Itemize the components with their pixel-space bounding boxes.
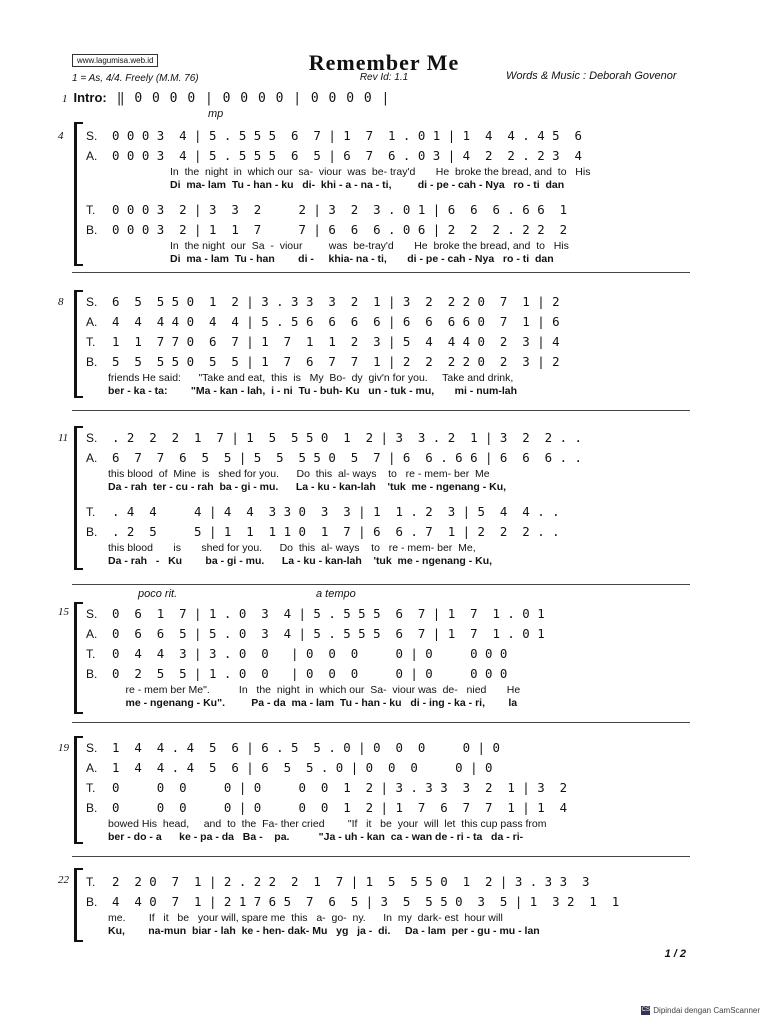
note-sequence: 5 5 5 5 0 5 5 | 1 7 6 7 7 1 | 2 2 2 2 0 2 3 | 2 — [112, 354, 560, 369]
lyric-line-en: In the night in which our sa- viour was be- tray'd He broke the bread, and to His — [170, 166, 591, 178]
voice-row — [86, 800, 567, 818]
intro-notes: ‖ 0 0 0 0 | 0 0 0 0 | 0 0 0 0 | — [116, 91, 391, 106]
note-sequence: . 2 2 2 1 7 | 1 5 5 5 0 1 2 | 3 3 . 2 1 | 3 2 2 . . — [112, 430, 582, 445]
voice-row — [86, 646, 507, 664]
song-title: Remember Me — [308, 50, 460, 75]
voice-row — [86, 430, 582, 448]
note-sequence: 0 0 0 3 4 | 5 . 5 5 5 6 7 | 1 7 1 . 0 1 | 1 4 4 . 4 5 6 — [112, 128, 582, 143]
voice-row — [86, 334, 560, 352]
system-separator — [72, 272, 690, 273]
note-sequence: 0 0 0 0 | 0 0 0 1 2 | 3 . 3 3 3 2 1 | 3 2 — [112, 780, 568, 795]
note-sequence: 1 1 7 7 0 6 7 | 1 7 1 1 2 3 | 5 4 4 4 0 2 3 | 4 — [112, 334, 560, 349]
music-system — [58, 108, 698, 270]
system-brace — [74, 736, 83, 844]
voice-label: S. — [86, 295, 98, 309]
voice-label: B. — [86, 525, 98, 539]
music-system — [58, 420, 698, 580]
voice-row — [86, 524, 560, 542]
note-sequence: 4 4 0 7 1 | 2 1 7 6 5 7 6 5 | 3 5 5 5 0 3 5 | 1 3 2 1 1 — [112, 894, 620, 909]
voice-row — [86, 128, 582, 146]
voice-label: B. — [86, 895, 98, 909]
voice-label: A. — [86, 149, 98, 163]
system-separator — [72, 856, 690, 857]
voice-label: A. — [86, 627, 98, 641]
voice-label: T. — [86, 647, 96, 661]
voice-label: B. — [86, 667, 98, 681]
voice-label: B. — [86, 355, 98, 369]
lyric-line-id: me - ngenang - Ku". Pa - da ma - lam Tu - han - ku di - ing - ka - ri, la — [108, 697, 518, 709]
voice-row — [86, 148, 582, 166]
dynamic-marking: mp — [208, 108, 224, 120]
voice-label: T. — [86, 875, 96, 889]
system-brace — [74, 426, 83, 570]
system-separator — [72, 410, 690, 411]
music-system — [58, 282, 698, 402]
note-sequence: 0 4 4 3 | 3 . 0 0 | 0 0 0 0 | 0 0 0 0 — [112, 646, 508, 661]
note-sequence: 2 2 0 7 1 | 2 . 2 2 2 1 7 | 1 5 5 5 0 1 2 | 3 . 3 3 3 — [112, 874, 590, 889]
voice-label: T. — [86, 505, 96, 519]
note-sequence: 0 6 6 5 | 5 . 0 3 4 | 5 . 5 5 5 6 7 | 1 7 1 . 0 1 — [112, 626, 545, 641]
voice-label: B. — [86, 801, 98, 815]
lyric-line-en: me. If it be your will, spare me this a- go- ny. In my dark- est hour will — [108, 912, 503, 924]
lyric-line-id: Da - rah ter - cu - rah ba - gi - mu. La - ku - kan-lah 'tuk me - ngenang - Ku, — [108, 481, 507, 493]
lyric-line-en: friends He said: "Take and eat, this is My Bo- dy giv'n for you. Take and drink, — [108, 372, 514, 384]
lyric-line-en: this blood is shed for you. Do this al- ways to re - mem- ber Me, — [108, 542, 476, 554]
scanner-watermark — [641, 1006, 760, 1015]
system-brace — [74, 122, 83, 266]
note-sequence: . 4 4 4 | 4 4 3 3 0 3 3 | 1 1 . 2 3 | 5 4 4 . . — [112, 504, 560, 519]
note-sequence: 4 4 4 4 0 4 4 | 5 . 5 6 6 6 6 | 6 6 6 6 0 7 1 | 6 — [112, 314, 560, 329]
music-system — [58, 730, 698, 850]
scanner-text: Dipindai dengan CamScanner — [653, 1006, 760, 1015]
intro-line — [62, 90, 390, 106]
note-sequence: 0 2 5 5 | 1 . 0 0 | 0 0 0 0 | 0 0 0 0 — [112, 666, 508, 681]
system-brace — [74, 602, 83, 714]
voice-label: B. — [86, 223, 98, 237]
voice-label: S. — [86, 129, 98, 143]
note-sequence: 0 0 0 3 2 | 1 1 7 7 | 6 6 6 . 0 6 | 2 2 2 . 2 2 2 — [112, 222, 568, 237]
lyric-line-id: ber - do - a ke - pa - da Ba - pa. "Ja - uh - kan ca - wan de - ri - ta da - ri- — [108, 831, 524, 843]
voice-row — [86, 202, 567, 220]
note-sequence: 0 6 1 7 | 1 . 0 3 4 | 5 . 5 5 5 6 7 | 1 7 1 . 0 1 — [112, 606, 545, 621]
system-measure-number: 19 — [58, 742, 69, 754]
voice-row — [86, 780, 567, 798]
lyric-line-id: Ku, na-mun biar - lah ke - hen- dak- Mu yg ja - di. Da - lam per - gu - mu - lan — [108, 925, 540, 937]
system-measure-number: 11 — [58, 432, 69, 444]
note-sequence: 1 4 4 . 4 5 6 | 6 5 5 . 0 | 0 0 0 0 | 0 — [112, 760, 493, 775]
dynamic-marking: poco rit. — [138, 588, 178, 600]
dynamic-marking: a tempo — [316, 588, 356, 600]
voice-label: A. — [86, 451, 98, 465]
composer-credit: Words & Music : Deborah Govenor — [506, 70, 677, 82]
music-system — [58, 862, 698, 948]
voice-label: A. — [86, 315, 98, 329]
system-measure-number: 22 — [58, 874, 69, 886]
lyric-line-id: Di ma - lam Tu - han di - khia- na - ti, di - pe - cah - Nya ro - ti dan — [170, 253, 554, 265]
voice-row — [86, 450, 582, 468]
voice-row — [86, 666, 507, 684]
music-system — [58, 588, 698, 716]
site-url-box: www.lagumisa.web.id — [72, 54, 158, 67]
note-sequence: 0 0 0 3 2 | 3 3 2 2 | 3 2 3 . 0 1 | 6 6 6 . 6 6 1 — [112, 202, 568, 217]
page-number: 1 / 2 — [664, 948, 686, 960]
voice-label: T. — [86, 335, 96, 349]
voice-label: S. — [86, 431, 98, 445]
system-separator — [72, 584, 690, 585]
voice-label: T. — [86, 203, 96, 217]
lyric-line-id: Da - rah - Ku ba - gi - mu. La - ku - kan-lah 'tuk me - ngenang - Ku, — [108, 555, 493, 567]
voice-row — [86, 354, 560, 372]
lyric-line-en: bowed His head, and to the Fa- ther cried "If it be your will let this cup pass from — [108, 818, 547, 830]
voice-label: S. — [86, 607, 98, 621]
voice-row — [86, 626, 545, 644]
note-sequence: 6 7 7 6 5 5 | 5 5 5 5 0 5 7 | 6 6 . 6 6 | 6 6 6 . . — [112, 450, 582, 465]
voice-label: A. — [86, 761, 98, 775]
note-sequence: . 2 5 5 | 1 1 1 1 0 1 7 | 6 6 . 7 1 | 2 2 2 . . — [112, 524, 560, 539]
intro-number: 1 — [62, 93, 68, 105]
voice-row — [86, 504, 560, 522]
lyric-line-en: In the night our Sa - viour was be-tray'd He broke the bread, and to His — [170, 240, 569, 252]
system-separator — [72, 722, 690, 723]
system-brace — [74, 290, 83, 398]
system-measure-number: 4 — [58, 130, 64, 142]
lyric-line-id: Di ma- lam Tu - han - ku di- khi - a - na - ti, di - pe - cah - Nya ro - ti dan — [170, 179, 565, 191]
voice-row — [86, 894, 619, 912]
lyric-line-id: ber - ka - ta: "Ma - kan - lah, i - ni Tu - buh- Ku un - tuk - mu, mi - num-lah — [108, 385, 518, 397]
camscanner-icon: CS — [641, 1007, 650, 1014]
system-brace — [74, 868, 83, 942]
lyric-line-en: this blood of Mine is shed for you. Do this al- ways to re - mem- ber Me — [108, 468, 490, 480]
voice-row — [86, 606, 545, 624]
voice-row — [86, 760, 492, 778]
voice-label: S. — [86, 741, 98, 755]
revision-id: Rev Id: 1.1 — [359, 72, 409, 83]
voice-row — [86, 314, 560, 332]
intro-label: Intro: — [73, 90, 107, 105]
voice-row — [86, 222, 567, 240]
voice-row — [86, 874, 589, 892]
system-measure-number: 8 — [58, 296, 64, 308]
voice-row — [86, 740, 500, 758]
note-sequence: 0 0 0 3 4 | 5 . 5 5 5 6 5 | 6 7 6 . 0 3 | 4 2 2 . 2 3 4 — [112, 148, 582, 163]
note-sequence: 0 0 0 0 | 0 0 0 1 2 | 1 7 6 7 7 1 | 1 4 — [112, 800, 568, 815]
lyric-line-en: re - mem ber Me". In the night in which our Sa- viour was de- nied He — [108, 684, 521, 696]
voice-row — [86, 294, 560, 312]
note-sequence: 1 4 4 . 4 5 6 | 6 . 5 5 . 0 | 0 0 0 0 | 0 — [112, 740, 500, 755]
voice-label: T. — [86, 781, 96, 795]
key-tempo-info: 1 = As, 4/4. Freely (M.M. 76) — [72, 73, 199, 84]
note-sequence: 6 5 5 5 0 1 2 | 3 . 3 3 3 2 1 | 3 2 2 2 0 7 1 | 2 — [112, 294, 560, 309]
system-measure-number: 15 — [58, 606, 69, 618]
